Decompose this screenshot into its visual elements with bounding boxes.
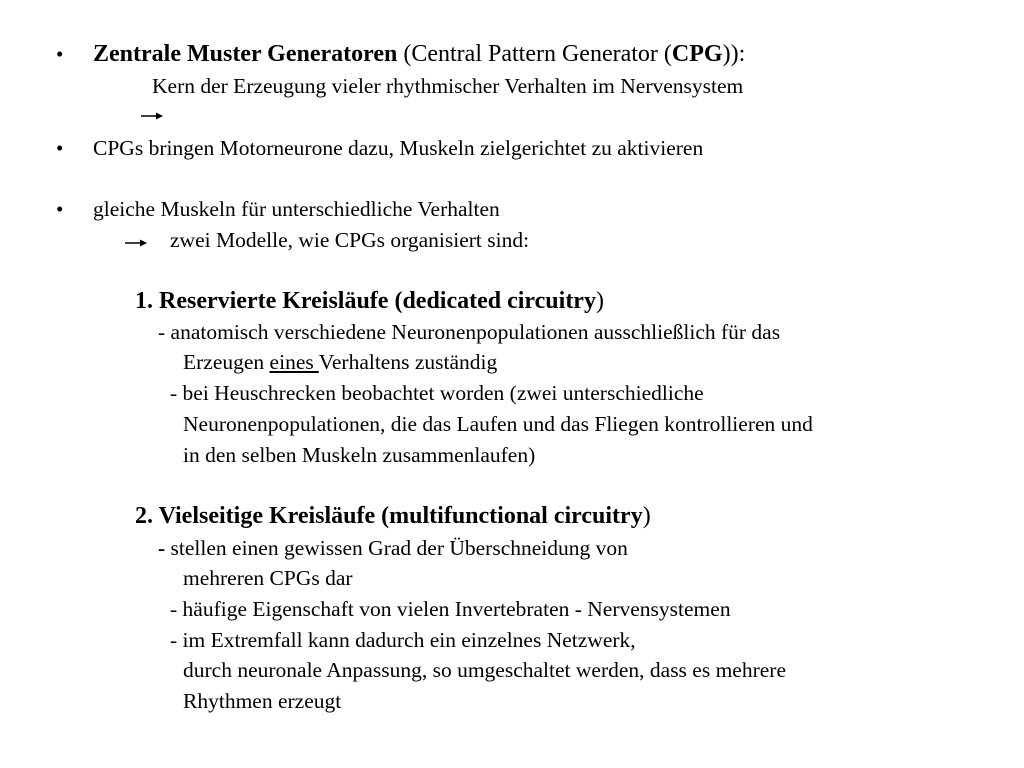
bullet-3-text: gleiche Muskeln für unterschiedliche Verhalten xyxy=(93,197,500,221)
model-2-line-3: - häufige Eigenschaft von vielen Invertebraten - Nervensystemen xyxy=(170,597,731,621)
term-cpg: CPG xyxy=(671,41,723,67)
bullet-2-text: CPGs bringen Motorneurone dazu, Muskeln zielgerichtet zu aktivieren xyxy=(93,136,704,160)
model-2-line-4: - im Extremfall kann dadurch ein einzelnes Netzwerk, xyxy=(170,628,636,652)
arrow-right-icon xyxy=(125,239,147,247)
model-2-line-6: Rhythmen erzeugt xyxy=(183,689,342,713)
model-2-line-2: mehreren CPGs dar xyxy=(183,566,353,590)
bullet-1-title: Zentrale Muster Generatoren (Central Pattern Generator (CPG)): xyxy=(93,41,746,67)
bullet-dot: • xyxy=(56,197,64,221)
bullet-dot: • xyxy=(56,136,64,160)
model-1-line-1: - anatomisch verschiedene Neuronenpopulationen ausschließlich für das xyxy=(158,320,781,344)
model-1-line-5: in den selben Muskeln zusammenlaufen) xyxy=(183,443,536,467)
arrow-right-icon xyxy=(141,112,163,120)
model-2-line-5: durch neuronale Anpassung, so umgeschaltet werden, dass es mehrere xyxy=(183,658,787,682)
bullet-3-subline: zwei Modelle, wie CPGs organisiert sind: xyxy=(170,228,530,252)
bullet-dot: • xyxy=(56,42,64,66)
bullet-1-subline: Kern der Erzeugung vieler rhythmischer Verhalten im Nervensystem xyxy=(152,74,744,98)
term-cpg-german: Zentrale Muster Generatoren xyxy=(93,41,398,67)
model-1-heading: 1. Reservierte Kreisläufe (dedicated circuitry) xyxy=(135,288,604,314)
model-2-line-1: - stellen einen gewissen Grad der Überschneidung von xyxy=(158,536,628,560)
model-1-line-4: Neuronenpopulationen, die das Laufen und das Fliegen kontrollieren und xyxy=(183,412,813,436)
underlined-word: eines xyxy=(269,350,319,374)
model-1-line-2: Erzeugen eines Verhaltens zuständig xyxy=(183,350,498,374)
model-1-line-3: - bei Heuschrecken beobachtet worden (zwei unterschiedliche xyxy=(170,381,704,405)
model-2-heading: 2. Vielseitige Kreisläufe (multifunctional circuitry) xyxy=(135,503,651,529)
